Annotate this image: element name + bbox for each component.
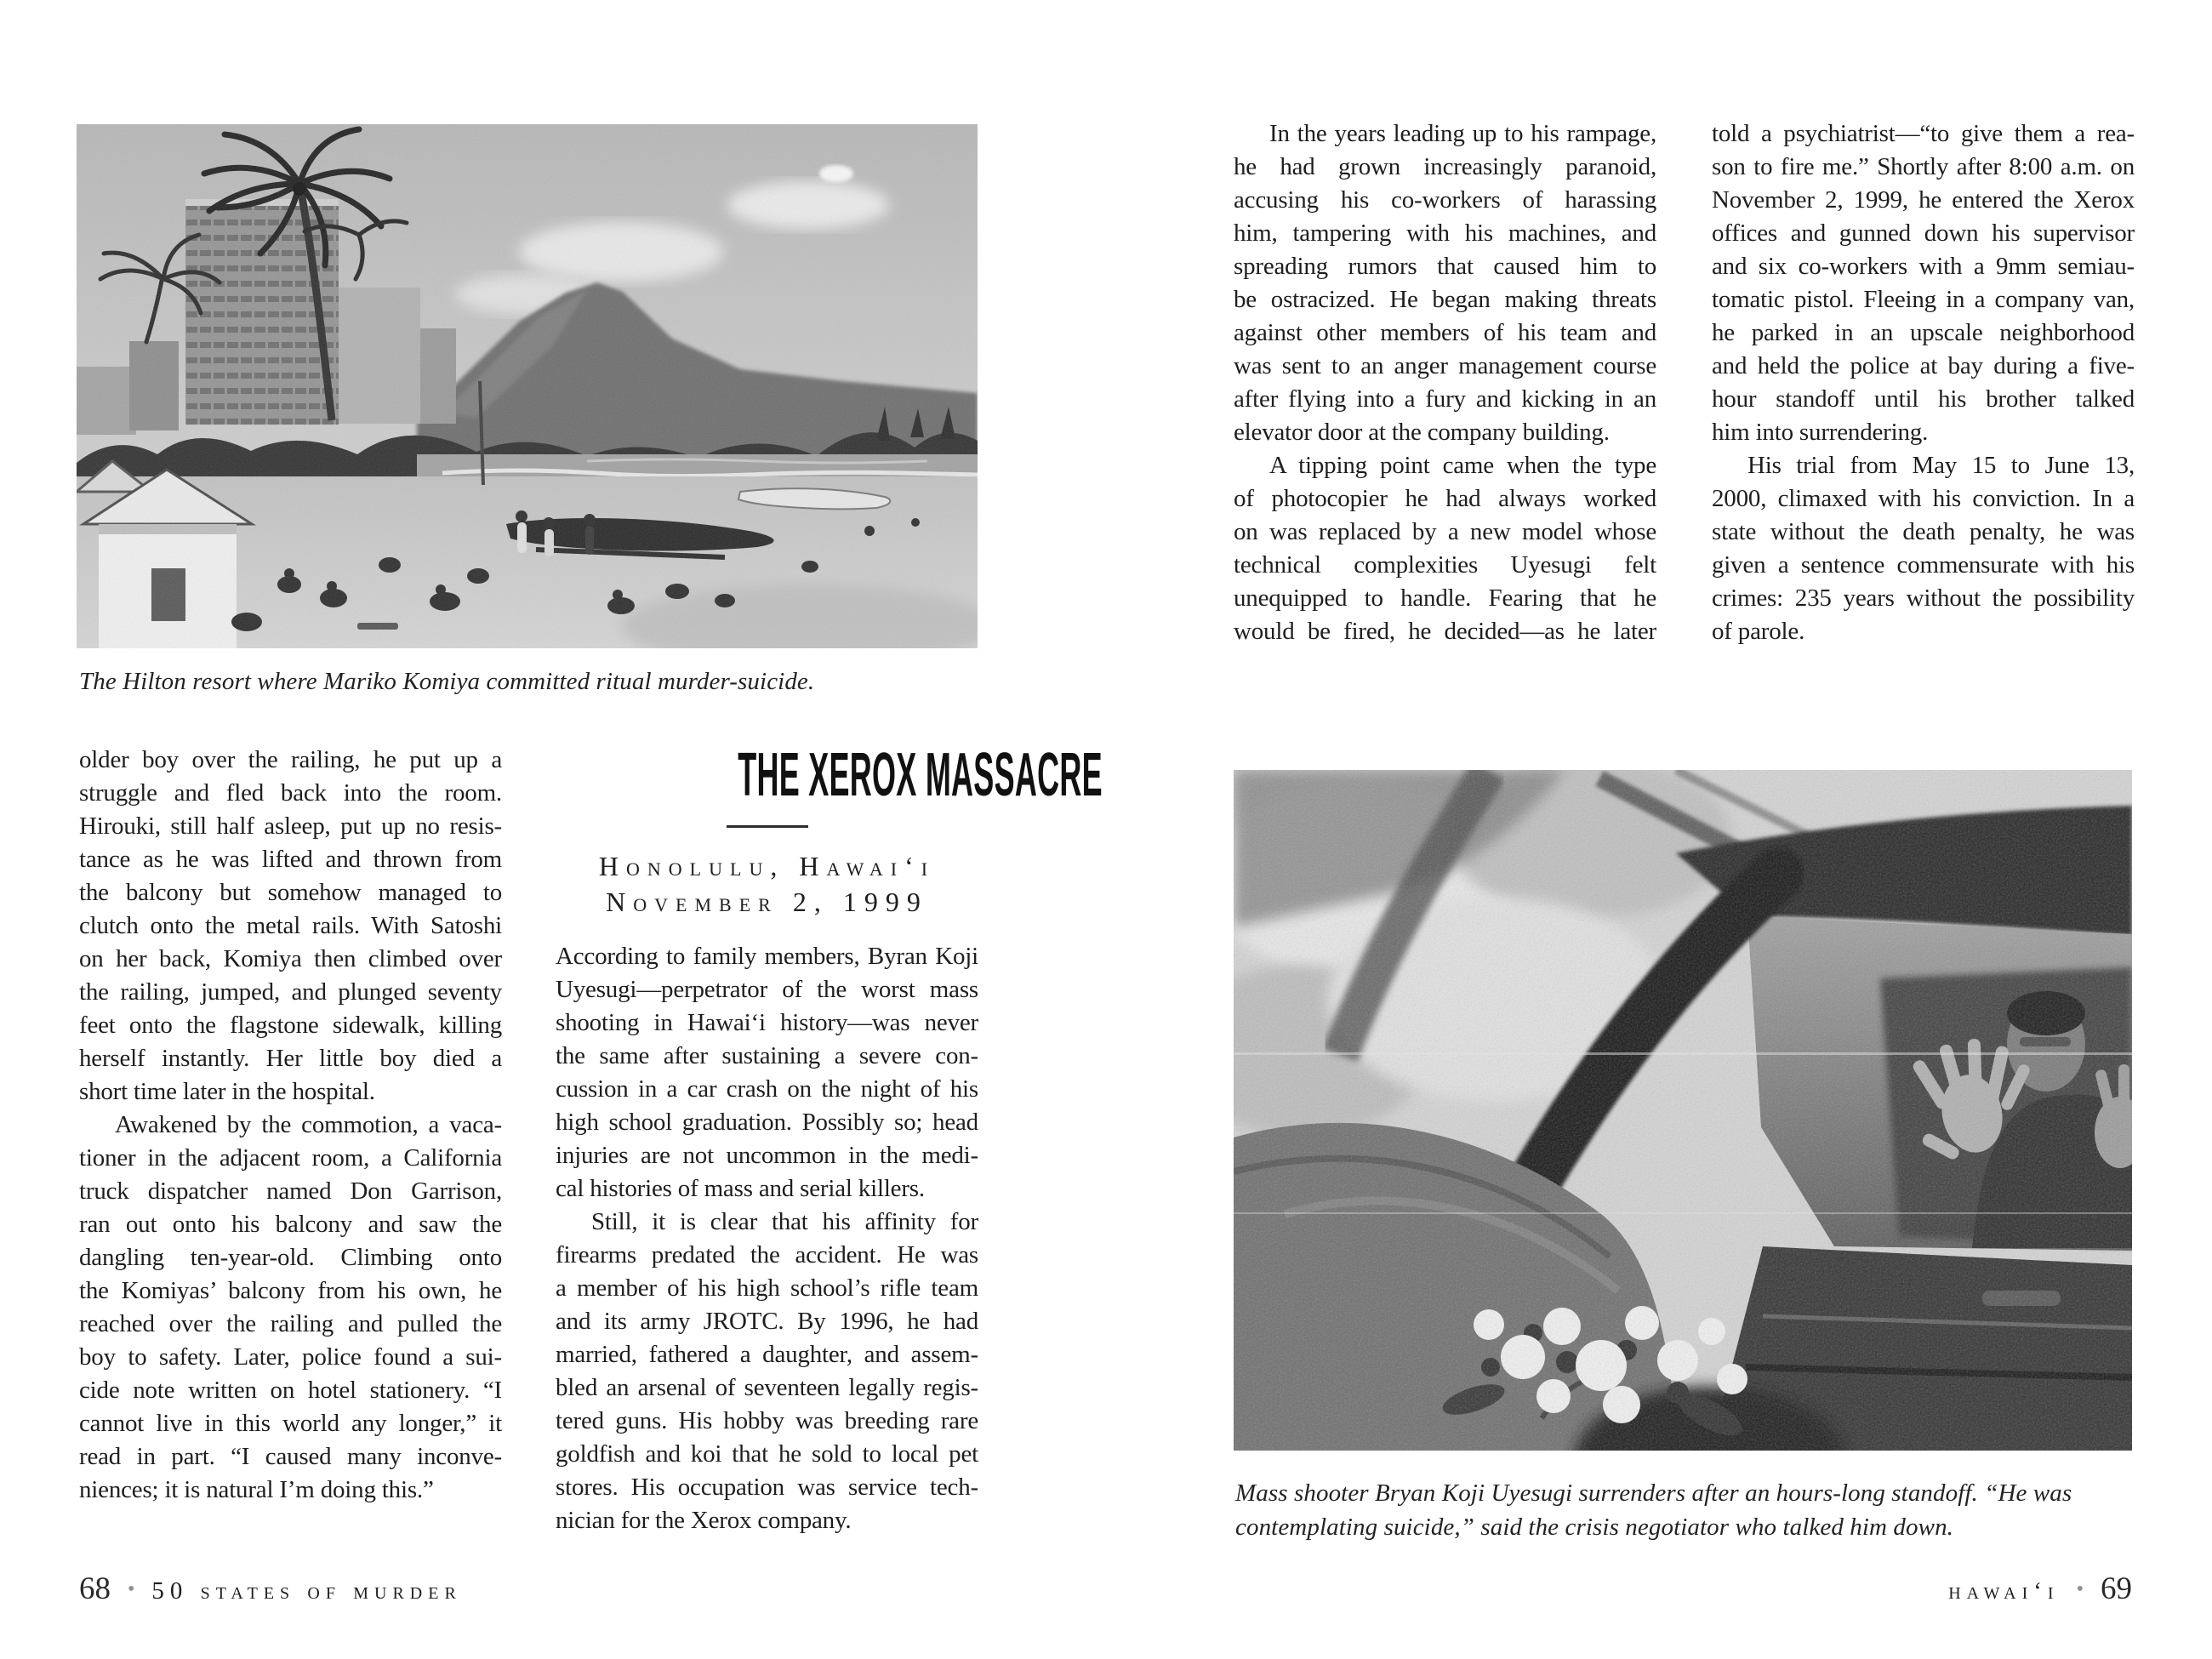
text-line: herself instantly. Her little boy died a bbox=[79, 1045, 502, 1072]
text-line: unequipped to handle. Fearing that he bbox=[1234, 584, 1656, 612]
text-line: Awakened by the commotion, a vaca- bbox=[115, 1111, 502, 1138]
text-line: a member of his high school’s rifle team bbox=[556, 1274, 978, 1302]
text-line: tance as he was lifted and thrown from bbox=[79, 846, 502, 873]
text-line: state without the death penalty, he was bbox=[1712, 518, 2135, 545]
text-line: the same after sustaining a severe con- bbox=[556, 1042, 978, 1069]
text-line: would be fired, he decided—as he later bbox=[1234, 618, 1656, 645]
article-header bbox=[556, 741, 1103, 920]
text-line: spreading rumors that caused him to bbox=[1234, 253, 1656, 280]
text-line: bled an arsenal of seventeen legally regis- bbox=[556, 1374, 978, 1401]
surrender-photo-illustration bbox=[1234, 770, 2132, 1451]
text-line: accusing his co-workers of harassing bbox=[1234, 186, 1656, 214]
text-line: tioner in the adjacent room, a California bbox=[79, 1144, 502, 1172]
page68-column-2 bbox=[556, 741, 1103, 1537]
text-line: read in part. “I caused many inconve- bbox=[79, 1443, 502, 1470]
page68-column-1 bbox=[79, 744, 502, 1507]
text-line: dangling ten-year-old. Climbing onto bbox=[79, 1244, 502, 1271]
text-line: on was replaced by a new model whose bbox=[1234, 518, 1656, 545]
text-line: he had grown increasingly paranoid, bbox=[1234, 153, 1656, 180]
waikiki-beach-photo bbox=[77, 124, 978, 648]
text-line: he parked in an upscale neighborhood bbox=[1712, 319, 2135, 346]
text-line: reached over the railing and pulled the bbox=[79, 1310, 502, 1337]
text-line: struggle and fled back into the room. bbox=[79, 779, 502, 807]
text-line: on her back, Komiya then climbed over bbox=[79, 945, 502, 972]
text-line: technical complexities Uyesugi felt bbox=[1234, 551, 1656, 579]
paragraph bbox=[556, 1206, 978, 1537]
text-line: of parole. bbox=[1712, 618, 1805, 645]
text-line: high school graduation. Possibly so; head bbox=[556, 1109, 978, 1136]
text-line: was sent to an anger management course bbox=[1234, 352, 1656, 379]
paragraph bbox=[1712, 117, 2135, 449]
paragraph bbox=[1234, 449, 1656, 648]
text-line: Hirouki, still half asleep, put up no resis- bbox=[79, 812, 502, 840]
text-line: boy to safety. Later, police found a sui- bbox=[79, 1343, 502, 1371]
page69-column-1 bbox=[1234, 117, 1656, 648]
text-line: firearms predated the accident. He was bbox=[556, 1241, 978, 1268]
chapter-title: hawai‘i bbox=[1948, 1577, 2060, 1605]
footer-bullet-icon: • bbox=[128, 1578, 135, 1600]
text-line: cal histories of mass and serial killers. bbox=[556, 1175, 925, 1202]
text-line: after flying into a fury and kicking in an bbox=[1234, 385, 1656, 413]
text-line: cussion in a car crash on the night of his bbox=[556, 1075, 978, 1103]
text-line: niences; it is natural I’m doing this.” bbox=[79, 1476, 434, 1503]
text-line: Uyesugi—perpetrator of the worst mass bbox=[556, 976, 978, 1003]
text-line: A tipping point came when the type bbox=[1269, 452, 1656, 479]
text-line: cide note written on hotel stationery. “I bbox=[79, 1377, 502, 1404]
text-line: injuries are not uncommon in the medi- bbox=[556, 1142, 978, 1169]
page69-column-2 bbox=[1712, 117, 2135, 648]
text-line: Still, it is clear that his affinity for bbox=[591, 1208, 978, 1235]
paragraph bbox=[1234, 117, 1656, 449]
paragraph bbox=[79, 744, 502, 1109]
text-line: tomatic pistol. Fleeing in a company van, bbox=[1712, 286, 2135, 313]
article-location: Honolulu, Hawai‘i bbox=[598, 851, 936, 881]
article-body bbox=[556, 940, 978, 1537]
footer-bullet-icon: • bbox=[2076, 1578, 2084, 1600]
text-line: nician for the Xerox company. bbox=[556, 1507, 852, 1534]
header-rule bbox=[727, 825, 808, 828]
photo-caption-right: Mass shooter Bryan Koji Uyesugi surrenders after an hours-long standoff. “He was contemplating suicide,” said the crisis negotiator who talked him down. bbox=[1235, 1479, 2072, 1541]
text-line: truck dispatcher named Don Garrison, bbox=[79, 1177, 502, 1205]
text-line: feet onto the flagstone sidewalk, killing bbox=[79, 1012, 502, 1039]
text-line: shooting in Hawai‘i history—was never bbox=[556, 1009, 978, 1036]
beach-photo-illustration bbox=[77, 124, 978, 648]
text-line: given a sentence commensurate with his bbox=[1712, 551, 2135, 579]
text-line: hour standoff until his brother talked bbox=[1712, 385, 2135, 413]
text-line: and its army JROTC. By 1996, he had bbox=[556, 1308, 978, 1335]
paragraph bbox=[1712, 449, 2135, 648]
text-line: and six co-workers with a 9mm semiau- bbox=[1712, 253, 2135, 280]
text-line: married, fathered a daughter, and assem- bbox=[556, 1341, 978, 1368]
text-line: the balcony but somehow managed to bbox=[79, 879, 502, 906]
text-line: offices and gunned down his supervisor bbox=[1712, 219, 2135, 247]
text-line: him into surrendering. bbox=[1712, 419, 1929, 446]
text-line: elevator door at the company building. bbox=[1234, 419, 1610, 446]
text-line: older boy over the railing, he put up a bbox=[79, 746, 502, 773]
text-line: son to fire me.” Shortly after 8:00 a.m. on bbox=[1712, 153, 2135, 180]
text-line: tered guns. His hobby was breeding rare bbox=[556, 1407, 978, 1434]
text-line: In the years leading up to his rampage, bbox=[1269, 120, 1656, 147]
text-line: be ostracized. He began making threats bbox=[1234, 286, 1656, 313]
paragraph bbox=[79, 1109, 502, 1507]
text-line: short time later in the hospital. bbox=[79, 1078, 375, 1105]
text-line: the Komiyas’ balcony from his own, he bbox=[79, 1277, 502, 1304]
text-line: stores. His occupation was service tech- bbox=[556, 1474, 978, 1501]
text-line: him, tampering with his machines, and bbox=[1234, 219, 1656, 247]
text-line: ran out onto his balcony and saw the bbox=[79, 1211, 502, 1238]
surrender-photo bbox=[1234, 770, 2132, 1451]
text-line: of photocopier he had always worked bbox=[1234, 485, 1656, 512]
article-title-text: THE XEROX MASSACRE bbox=[738, 741, 1103, 809]
text-line: cannot live in this world any longer,” it bbox=[79, 1410, 502, 1437]
footer-right bbox=[1948, 1571, 2132, 1607]
book-title: 50 states of murder bbox=[151, 1577, 462, 1605]
footer-left bbox=[79, 1571, 462, 1607]
text-line: 2000, climaxed with his conviction. In a bbox=[1712, 485, 2135, 512]
page-number-left: 68 bbox=[79, 1571, 111, 1606]
photo-caption-left: The Hilton resort where Mariko Komiya committed ritual murder-suicide. bbox=[79, 668, 815, 695]
text-line: and held the police at bay during a five- bbox=[1712, 352, 2135, 379]
text-line: told a psychiatrist—“to give them a rea- bbox=[1712, 120, 2135, 147]
text-line: According to family members, Byran Koji bbox=[556, 943, 978, 970]
text-line: crimes: 235 years without the possibility bbox=[1712, 584, 2135, 612]
text-line: against other members of his team and bbox=[1234, 319, 1656, 346]
text-line: clutch onto the metal rails. With Satoshi bbox=[79, 912, 502, 939]
article-date: November 2, 1999 bbox=[606, 887, 928, 917]
text-line: the railing, jumped, and plunged seventy bbox=[79, 978, 502, 1006]
paragraph bbox=[556, 940, 978, 1206]
text-line: goldfish and koi that he sold to local pet bbox=[556, 1440, 978, 1468]
text-line: His trial from May 15 to June 13, bbox=[1747, 452, 2135, 479]
article-title bbox=[556, 741, 1103, 809]
text-line: November 2, 1999, he entered the Xerox bbox=[1712, 186, 2135, 214]
page-number-right: 69 bbox=[2101, 1571, 2132, 1606]
